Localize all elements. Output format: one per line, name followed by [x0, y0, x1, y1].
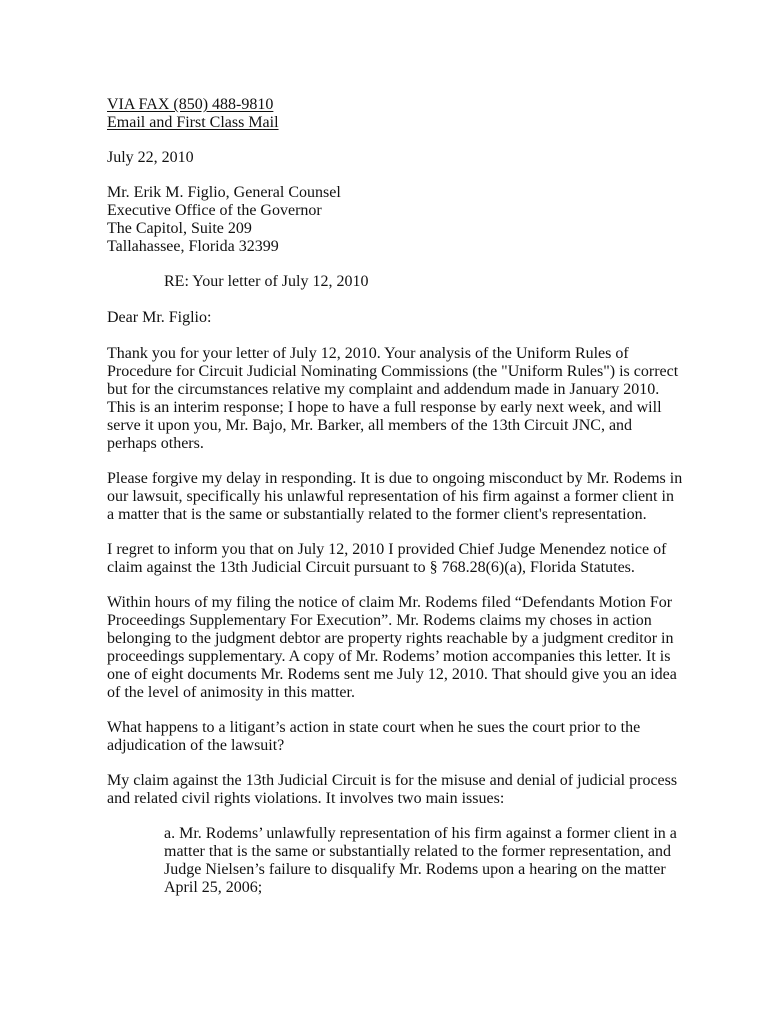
paragraph-4	[107, 594, 677, 702]
recipient-address	[107, 184, 667, 256]
list-item-line: April 25, 2006;	[164, 879, 263, 896]
date-text: July 22, 2010	[107, 149, 194, 166]
paragraph-line: claim against the 13th Judicial Circuit pursuant to § 768.28(6)(a), Florida Statutes.	[107, 559, 635, 576]
fax-line: VIA FAX (850) 488-9810	[107, 96, 274, 113]
paragraph-line: one of eight documents Mr. Rodems sent me July 12, 2010. That should give you an idea	[107, 666, 677, 683]
paragraph-line: I regret to inform you that on July 12, 2010 I provided Chief Judge Menendez notice of	[107, 541, 667, 558]
paragraph-3	[107, 541, 667, 577]
paragraph-line: My claim against the 13th Judicial Circuit is for the misuse and denial of judicial process	[107, 772, 678, 789]
re-line	[164, 273, 724, 291]
list-item-line: matter that is the same or substantially related to the former representation, and	[164, 843, 671, 860]
paragraph-line: proceedings supplementary. A copy of Mr. Rodems’ motion accompanies this letter. It is	[107, 648, 671, 665]
address-line: Mr. Erik M. Figlio, General Counsel	[107, 184, 341, 201]
paragraph-line: and related civil rights violations. It involves two main issues:	[107, 790, 505, 807]
paragraph-line: belonging to the judgment debtor are property rights reachable by a judgment creditor in	[107, 630, 674, 647]
list-item-line: Judge Nielsen’s failure to disqualify Mr. Rodems upon a hearing on the matter	[164, 861, 666, 878]
paragraph-line: Within hours of my filing the notice of claim Mr. Rodems filed “Defendants Motion For	[107, 594, 673, 611]
list-item-line: a. Mr. Rodems’ unlawfully representation of his firm against a former client in a	[164, 825, 677, 842]
paragraph-line: of the level of animosity in this matter.	[107, 684, 355, 701]
paragraph-1	[107, 345, 679, 453]
paragraph-line: Procedure for Circuit Judicial Nominating Commissions (the "Uniform Rules") is correct	[107, 363, 679, 380]
paragraph-line: This is an interim response; I hope to have a full response by early next week, and will	[107, 399, 662, 416]
paragraph-line: Thank you for your letter of July 12, 2010. Your analysis of the Uniform Rules of	[107, 345, 629, 362]
paragraph-line: Please forgive my delay in responding. It is due to ongoing misconduct by Mr. Rodems in	[107, 470, 683, 487]
mail-line: Email and First Class Mail	[107, 114, 279, 131]
salutation	[107, 309, 667, 327]
re-text: RE: Your letter of July 12, 2010	[164, 273, 369, 290]
paragraph-line: adjudication of the lawsuit?	[107, 737, 285, 754]
address-line: The Capitol, Suite 209	[107, 220, 252, 237]
address-line: Tallahassee, Florida 32399	[107, 238, 279, 255]
paragraph-5	[107, 719, 667, 755]
paragraph-line: a matter that is the same or substantially related to the former client's representation.	[107, 506, 647, 523]
paragraph-line: serve it upon you, Mr. Bajo, Mr. Barker, all members of the 13th Circuit JNC, and	[107, 417, 633, 434]
paragraph-2	[107, 470, 683, 524]
letter-date	[107, 149, 667, 167]
salutation-text: Dear Mr. Figlio:	[107, 309, 212, 326]
paragraph-line: What happens to a litigant’s action in state court when he sues the court prior to the	[107, 719, 641, 736]
paragraph-6	[107, 772, 678, 808]
list-item-a	[164, 825, 684, 897]
paragraph-line: Proceedings Supplementary For Execution”. Mr. Rodems claims my choses in action	[107, 612, 652, 629]
paragraph-line: our lawsuit, specifically his unlawful representation of his firm against a former client in	[107, 488, 674, 505]
delivery-header	[107, 96, 667, 132]
address-line: Executive Office of the Governor	[107, 202, 322, 219]
paragraph-line: perhaps others.	[107, 435, 204, 452]
paragraph-line: but for the circumstances relative my complaint and addendum made in January 2010.	[107, 381, 660, 398]
